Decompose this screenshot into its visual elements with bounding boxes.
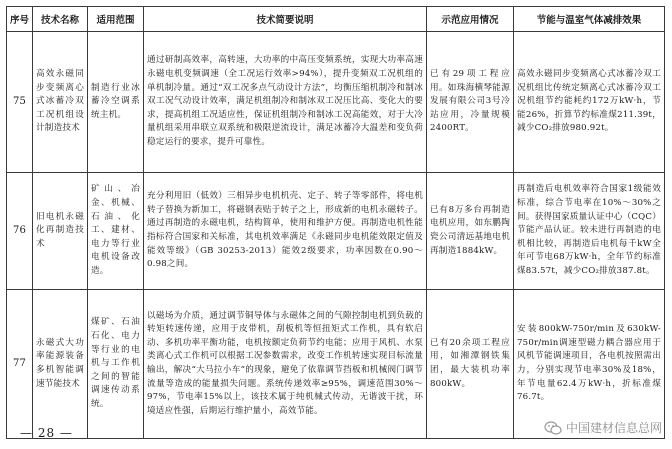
table-row bbox=[7, 290, 665, 439]
table-header-row bbox=[7, 7, 665, 32]
cell-name: 永磁式大功率能源装备多机智能调速节能技术 bbox=[33, 290, 88, 439]
header-no: 序号 bbox=[7, 7, 33, 32]
wechat-icon bbox=[544, 421, 562, 435]
cell-description: 充分利用旧（低效）三相异步电机机壳、定子、转子等零部件，将电机转子替换为新加工，将磁钢表贴于转子之上，形成新的电机永磁转子。通过再制造的永磁电机，结构简单，使用和维护方便。再制造电机性能指标符合国家和关标准，其电机效率满足《永磁同步电机能效限定值及能效等级》（GB 30253-2013）能效2级要求，功率因数在0.90～0.98之间。 bbox=[144, 173, 427, 290]
cell-no: 75 bbox=[7, 32, 33, 173]
cell-demo: 已有8万多台再制造电机应用，如东鹏陶瓷公司清远基地电机再制造1884kW。 bbox=[427, 173, 514, 290]
header-description: 技术简要说明 bbox=[144, 7, 427, 32]
cell-effect: 高效永磁同步变频离心式冰蓄冷双工况机组比传统定频离心式冰蓄冷双工况机组节约能耗约172万kW·h，节能26%，折算节约标准煤211.39t，减少CO₂排放980.92t。 bbox=[514, 32, 665, 173]
header-name: 技术名称 bbox=[33, 7, 88, 32]
table-row bbox=[7, 173, 665, 290]
cell-effect: 再制造后电机效率符合国家1级能效标准，综合节电率在10%～30%之间。获得国家质量认证中心（CQC）节能产品认证。较未进行再制造的电机相比较，再制造后电机每千kW全年可节电68万kW·h，全年节约标准煤83.57t，减少CO₂排放387.8t。 bbox=[514, 173, 665, 290]
header-effect: 节能与温室气体减排效果 bbox=[514, 7, 665, 32]
watermark bbox=[544, 419, 662, 436]
cell-effect: 安装800kW-750r/min及630kW-750r/min调速型磁力耦合器应用于风机节能调速项目，各电机按照需出力，分别实现节电率30%及18%，年节电量62.4万kW·h，折标准煤76.7t。 bbox=[514, 290, 665, 439]
watermark-text: 中国建材信息总网 bbox=[565, 421, 662, 435]
cell-demo: 已有20余项工程应用，如湘潭钢铁集团，最大装机功率800kW。 bbox=[427, 290, 514, 439]
cell-description: 以磁场为介质，通过调节铜导体与永磁体之间的气隙控制电机到负载的转矩转速传递，应用于皮带机，刮板机等恒扭矩式工作机，具有软启动、多机功率平衡功能，电机按额定负荷节约电能；应用于风机、水泵类离心式工作机可以根据工况参数需求，改变工作机转速实现目标流量输出，解决“大马拉小车”的现象，避免了依靠调节挡板和机械阀门调节流量等造成的能量损失问题。系统传递效率≥95%，调速范围30%～97%，节电率15%以上，该技术属于纯机械式传动，无谐波干扰，环境适应性强，后期运行维护量小，高效节能。 bbox=[144, 290, 427, 439]
technology-table bbox=[6, 6, 665, 439]
document-page bbox=[6, 6, 664, 439]
header-scope: 适用范围 bbox=[88, 7, 144, 32]
cell-scope: 矿山、冶金、机械、石油、化工、建材、电力等行业电机设备改造。 bbox=[88, 173, 144, 290]
cell-scope: 煤矿、石油石化、电力等行业的电机与工作机之间的智能调速传动系统。 bbox=[88, 290, 144, 439]
cell-name: 旧电机永磁化再制造技术 bbox=[33, 173, 88, 290]
cell-no: 76 bbox=[7, 173, 33, 290]
cell-description: 通过研制高效率，高转速，大功率的中高压变频系统，实现大功率高速永磁电机变频调速（全工况运行效率>94%），提升变频双工况机组的单机制冷量。通过“双工况多点气动设计方法”，均衡压缩机制冷和制冰双工况气动设计效率，满足机组制冷和制冰双工况压比高、变化大的要求，提高机组工况适应性，保证机组制冷和制冰工况高能效，对于大冷量机组采用串联立双系统和极限逆流设计，满足冰蓄冷大温差和变负荷稳定运行的要求，提升可靠性。 bbox=[144, 32, 427, 173]
cell-demo: 已有29项工程应用。如珠海横琴能源发展有限公司3号冷站应用，冷量规模2400RT。 bbox=[427, 32, 514, 173]
table-row bbox=[7, 32, 665, 173]
cell-no: 77 bbox=[7, 290, 33, 439]
cell-scope: 制造行业冰蓄冷空调系统主机。 bbox=[88, 32, 144, 173]
cell-name: 高效永磁同步变频离心式冰蓄冷双工况机组设计制造技术 bbox=[33, 32, 88, 173]
header-demo: 示范应用情况 bbox=[427, 7, 514, 32]
page-number: — 28 — bbox=[20, 426, 73, 440]
